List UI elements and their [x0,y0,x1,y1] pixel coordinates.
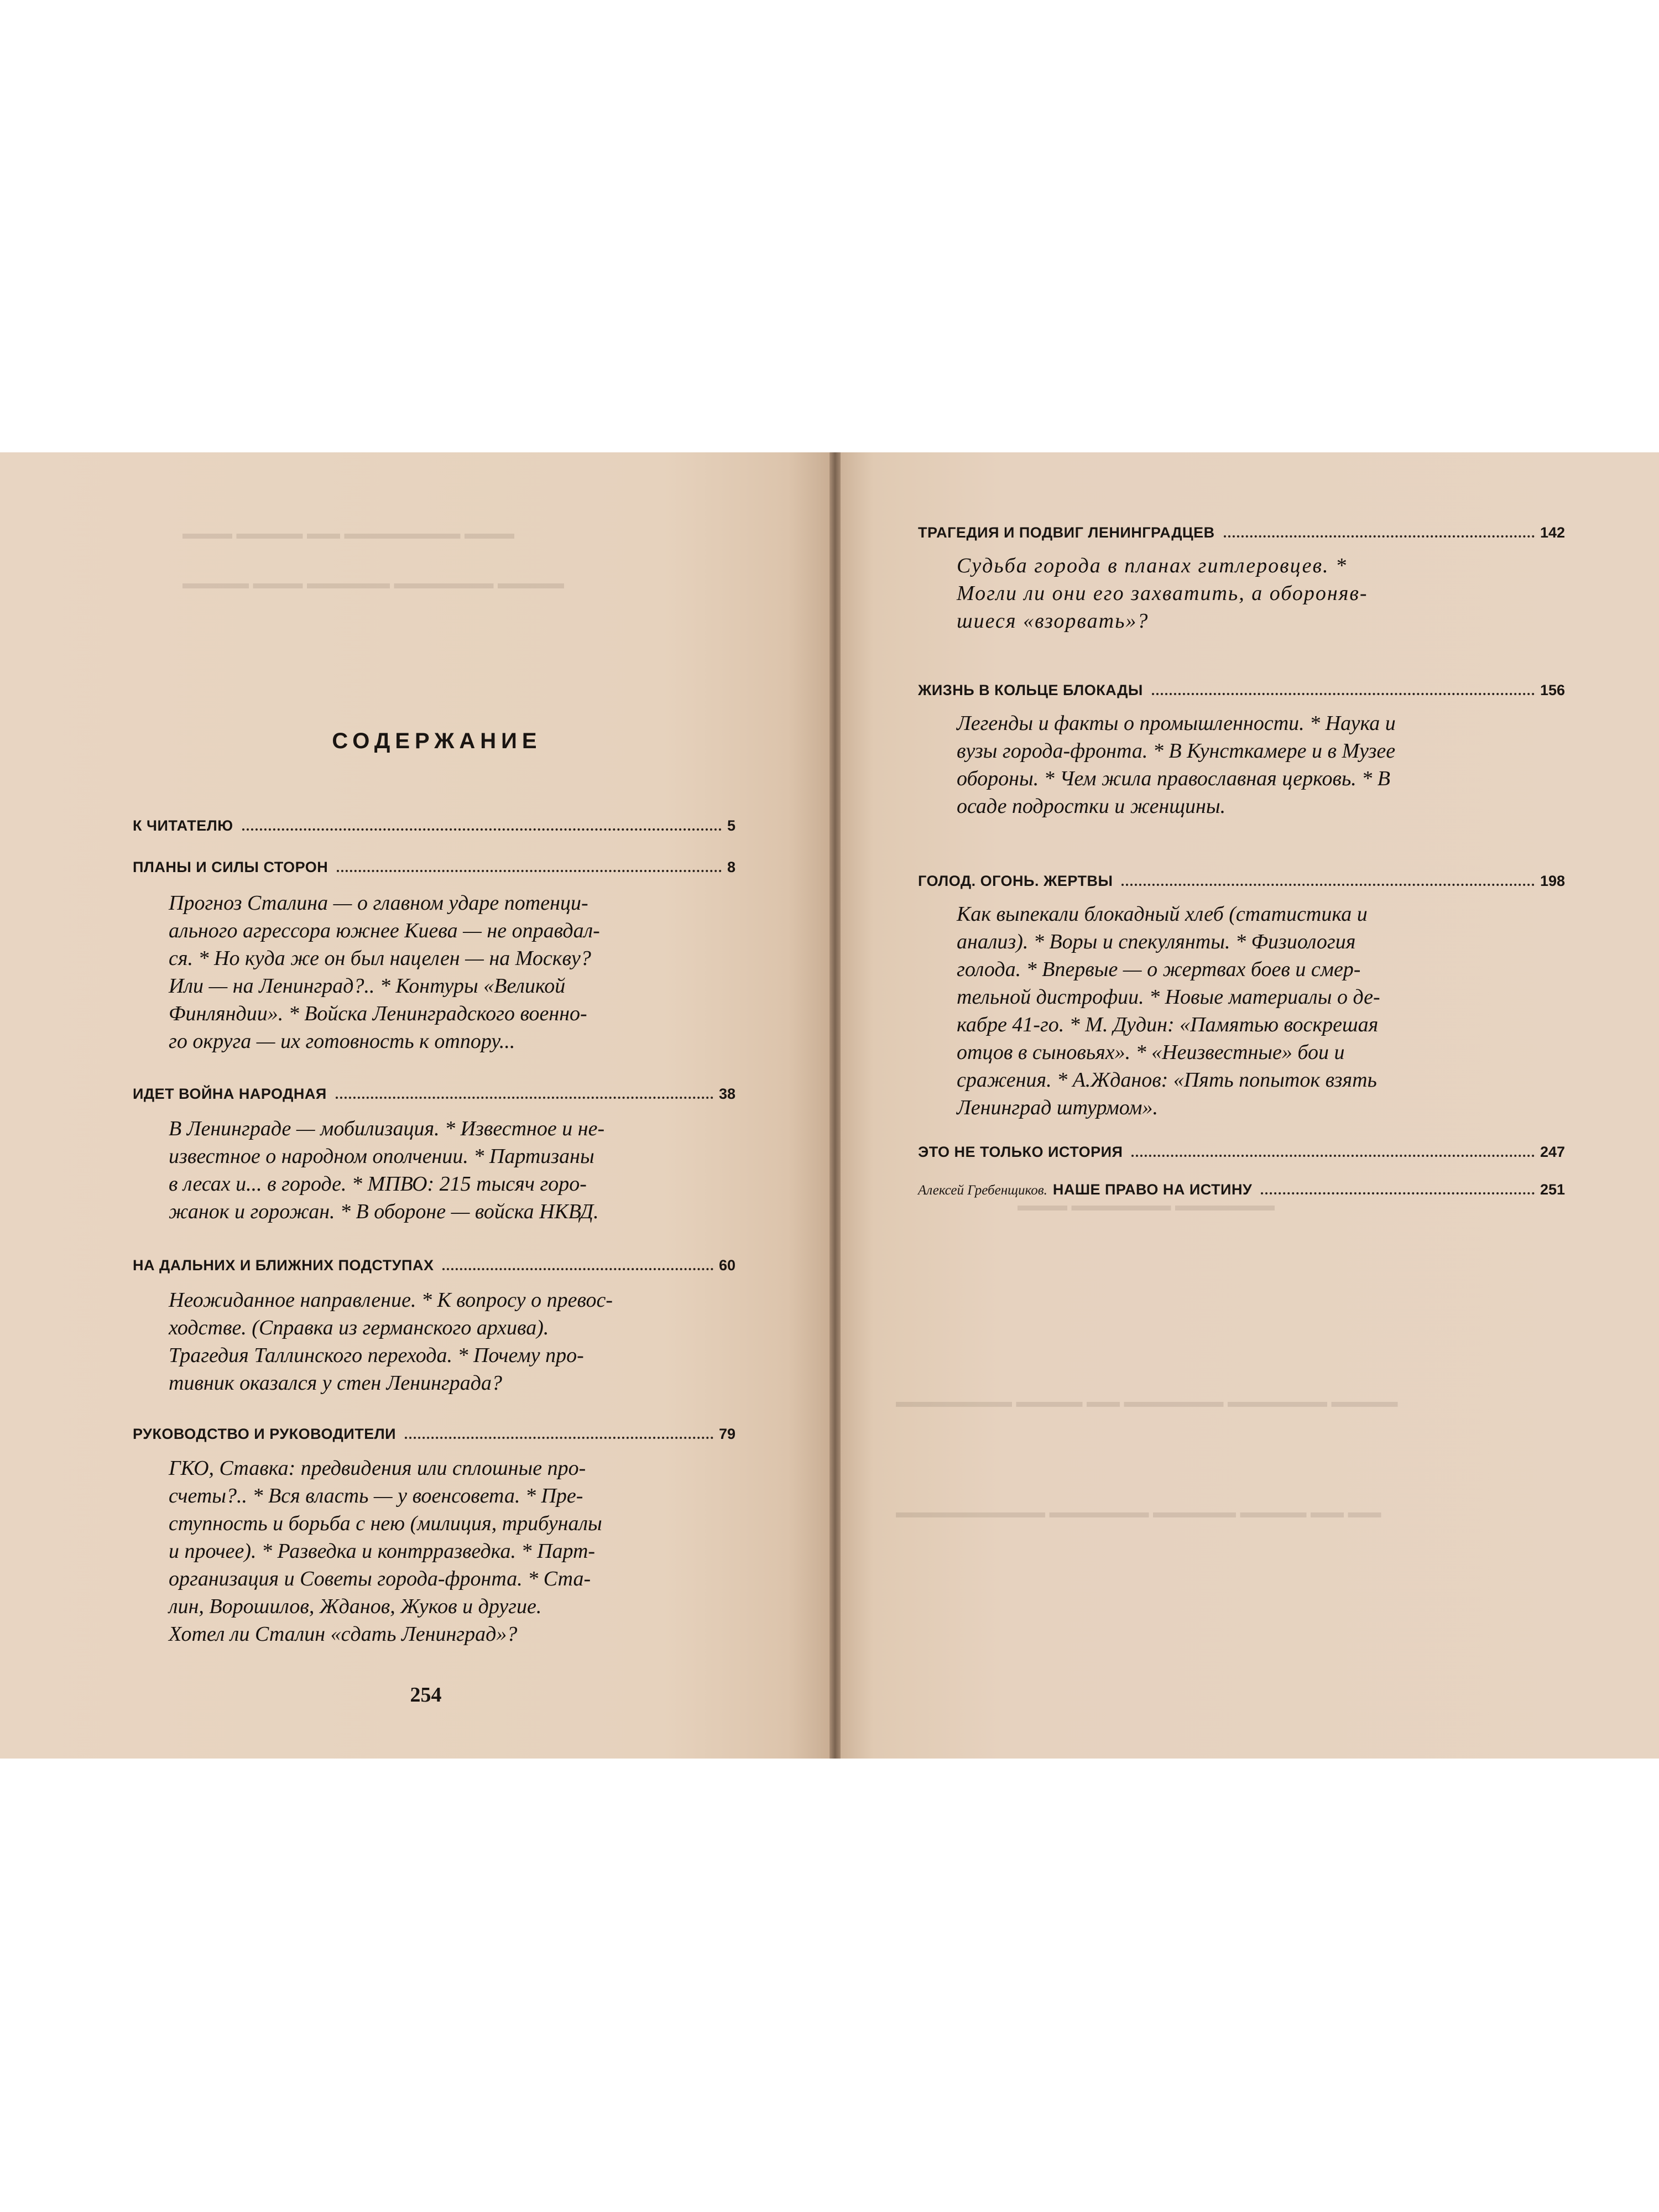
entry-description [957,552,1554,635]
toc-entry [133,1086,735,1103]
right-page [841,452,1659,1759]
entry-heading: ИДЕТ ВОЙНА НАРОДНАЯ [133,1086,327,1102]
description-line: Как выпекали блокадный хлеб (статистика и [957,902,1368,926]
dot-leader [336,1097,713,1099]
description-line: ходстве. (Справка из германского архива). [169,1316,549,1339]
toc-entry [133,1257,735,1274]
entry-heading: ЭТО НЕ ТОЛЬКО ИСТОРИЯ [918,1144,1123,1160]
description-line: шиеся «взорвать»? [957,609,1149,633]
toc-entry [918,873,1565,890]
left-page [0,452,830,1759]
description-line: организация и Советы города-фронта. * Ста- [169,1567,591,1590]
toc-entry [918,524,1565,541]
entry-page-number: 79 [718,1426,735,1442]
entry-description [169,1286,722,1397]
description-line: Прогноз Сталина — о главном ударе потенци- [169,891,588,915]
description-line: ся. * Но куда же он был нацелен — на Москву? [169,947,591,970]
entry-page-number: 247 [1540,1144,1565,1160]
show-through-text: ▬▬▬▬▬▬▬▬▬ ▬▬▬▬▬▬ ▬▬▬▬▬ ▬▬▬▬ ▬▬ ▬▬ [896,1503,1381,1521]
entry-page-number: 198 [1540,873,1565,889]
description-line: отцов в сыновьях». * «Неизвестные» бои и [957,1041,1345,1064]
description-line: Могли ли они его захватить, а обороняв- [957,582,1368,605]
show-through-text: ▬▬▬▬ ▬▬▬ ▬▬▬▬▬ ▬▬▬▬▬▬ ▬▬▬▬ [182,574,564,592]
entry-description [169,1454,722,1648]
entry-description [169,889,722,1055]
entry-description [169,1115,722,1225]
entry-heading: НАШЕ ПРАВО НА ИСТИНУ [1052,1181,1253,1198]
entry-page-number: 60 [718,1257,735,1274]
entry-heading: НА ДАЛЬНИХ И БЛИЖНИХ ПОДСТУПАХ [133,1257,434,1274]
entry-page-number: 8 [727,859,735,875]
dot-leader [1152,693,1535,695]
toc-entry [133,1426,735,1443]
entry-page-number: 251 [1540,1181,1565,1198]
dot-leader [1224,535,1535,538]
dot-leader [337,870,722,872]
entry-heading: ПЛАНЫ И СИЛЫ СТОРОН [133,859,328,875]
description-line: Финляндии». * Войска Ленинградского военно- [169,1002,587,1025]
entry-heading: ТРАГЕДИЯ И ПОДВИГ ЛЕНИНГРАДЦЕВ [918,524,1215,541]
book-spread [0,452,1659,1759]
description-line: осаде подростки и женщины. [957,795,1226,818]
dot-leader [242,828,722,831]
entry-heading: ГОЛОД. ОГОНЬ. ЖЕРТВЫ [918,873,1113,889]
entry-author: Алексей Гребенщиков. [918,1183,1047,1198]
dot-leader [1131,1155,1535,1157]
entry-page-number: 142 [1540,524,1565,541]
description-line: ального агрессора южнее Киева — не оправдал- [169,919,600,942]
description-line: го округа — их готовность к отпору... [169,1030,515,1053]
toc-entry [918,1181,1565,1198]
entry-heading: ЖИЗНЬ В КОЛЬЦЕ БЛОКАДЫ [918,682,1143,698]
description-line: ступность и борьба с нею (милиция, трибуналы [169,1512,602,1535]
description-line: анализ). * Воры и спекулянты. * Физиология [957,930,1356,953]
description-line: ГКО, Ставка: предвидения или сплошные про- [169,1457,586,1480]
description-line: кабре 41-го. * М. Дудин: «Памятью воскрешая [957,1013,1379,1036]
description-line: счеты?.. * Вся власть — у военсовета. * Пре- [169,1484,583,1507]
entry-description [957,900,1554,1121]
description-line: известное о народном ополчении. * Партизаны [169,1145,594,1168]
description-line: обороны. * Чем жила православная церковь. * В [957,767,1390,790]
book-gutter [830,452,841,1759]
description-line: вузы города-фронта. * В Кунсткамере и в Музее [957,739,1396,763]
description-line: голода. * Впервые — о жертвах боев и смер- [957,958,1361,981]
show-through-text: ▬▬▬ ▬▬▬▬ ▬▬ ▬▬▬▬▬▬▬ ▬▬▬ [182,524,514,542]
description-line: тельной дистрофии. * Новые материалы о де- [957,985,1380,1009]
description-line: Или — на Ленинград?.. * Контуры «Великой [169,974,566,998]
toc-entry [918,682,1565,699]
description-line: Хотел ли Сталин «сдать Ленинград»? [169,1623,518,1646]
entry-heading: РУКОВОДСТВО И РУКОВОДИТЕЛИ [133,1426,397,1442]
dot-leader [442,1268,713,1270]
description-line: Судьба города в планах гитлеровцев. * [957,554,1347,577]
toc-title: СОДЕРЖАНИЕ [332,729,542,753]
entry-page-number: 38 [718,1086,735,1102]
description-line: Ленинград штурмом». [957,1096,1159,1119]
description-line: Легенды и факты о промышленности. * Наука и [957,712,1396,735]
description-line: лин, Ворошилов, Жданов, Жуков и другие. [169,1595,542,1618]
toc-entry [133,859,735,876]
description-line: тивник оказался у стен Ленинграда? [169,1371,503,1395]
description-line: Неожиданное направление. * К вопросу о превос- [169,1288,613,1312]
description-line: сражения. * А.Жданов: «Пять попыток взять [957,1068,1377,1092]
entry-page-number: 156 [1540,682,1565,698]
show-through-text: ▬▬▬ ▬▬▬▬▬▬ ▬▬▬▬▬▬ [1018,1196,1275,1214]
dot-leader [1261,1192,1535,1194]
show-through-text: ▬▬▬▬▬▬▬ ▬▬▬▬ ▬▬ ▬▬▬▬▬▬ ▬▬▬▬▬▬ ▬▬▬▬ [896,1392,1398,1411]
toc-entry [918,1144,1565,1161]
dot-leader [1121,884,1534,886]
dot-leader [405,1437,713,1439]
entry-description [957,709,1554,820]
toc-entry [133,817,735,834]
description-line: в лесах и... в городе. * МПВО: 215 тысяч горо- [169,1172,587,1196]
description-line: жанок и горожан. * В обороне — войска НКВД. [169,1200,599,1223]
page-number: 254 [410,1683,442,1707]
description-line: и прочее). * Разведка и контрразведка. * Парт- [169,1540,596,1563]
entry-heading: К ЧИТАТЕЛЮ [133,817,233,834]
description-line: Трагедия Таллинского перехода. * Почему про- [169,1344,584,1367]
entry-page-number: 5 [727,817,735,834]
description-line: В Ленинграде — мобилизация. * Известное и не- [169,1117,605,1140]
